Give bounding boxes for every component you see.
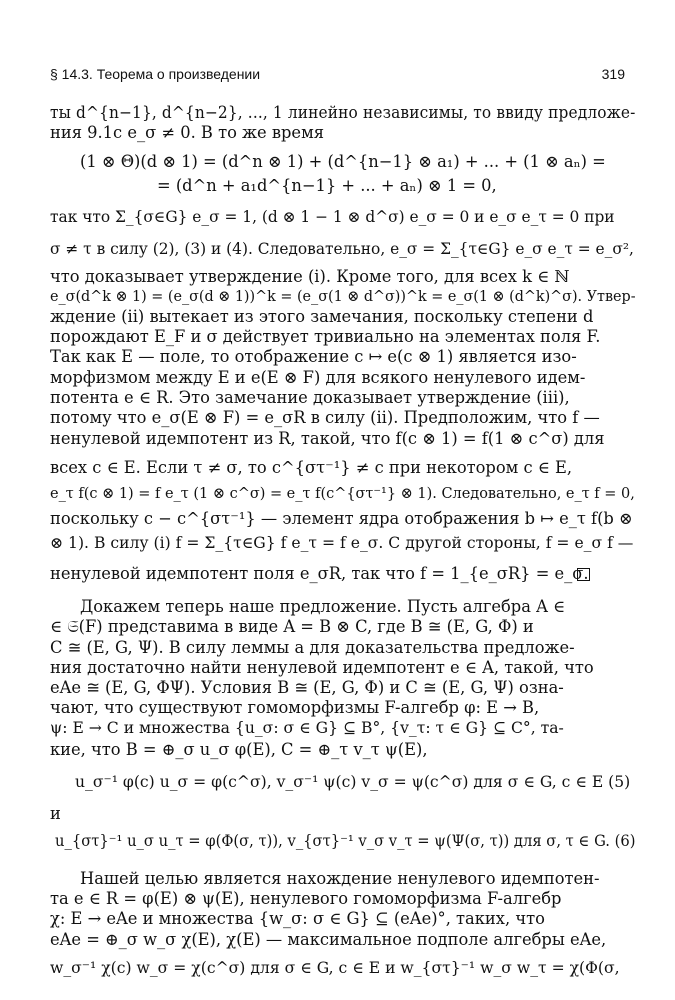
text-line: чают, что существуют гомоморфизмы F-алгебр φ: E → B, [50,698,540,717]
text-line: потому что e_σ(E ⊗ F) = e_σR в силу (ii). Предположим, что f — [50,408,600,427]
text-line: ненулевой идемпотент из R, такой, что f(c ⊗ 1) = f(1 ⊗ c^σ) для [50,429,605,448]
text-line: потента e ∈ R. Это замечание доказывает утверждение (iii), [50,388,570,407]
display-equation: = (d^n + a₁d^{n−1} + ... + aₙ) ⊗ 1 = 0, [157,176,497,195]
section-title: § 14.3. Теорема о произведении [50,66,261,82]
text-line: Так как E — поле, то отображение c ↦ e(c ⊗ 1) является изо- [50,347,577,366]
text-line: ния 9.1с e_σ ≠ 0. В то же время [50,123,324,142]
text-line: e_τ f(c ⊗ 1) = f e_τ (1 ⊗ c^σ) = e_τ f(c^{στ⁻¹} ⊗ 1). Следовательно, e_τ f = 0, [50,484,635,502]
text-line: всех c ∈ E. Если τ ≠ σ, то c^{στ⁻¹} ≠ c при некотором c ∈ E, [50,458,573,477]
text-line: w_σ⁻¹ χ(c) w_σ = χ(c^σ) для σ ∈ G, c ∈ E и w_{στ}⁻¹ w_σ w_τ = χ(Φ(σ, [50,959,620,977]
text-line: σ ≠ τ в силу (2), (3) и (4). Следовательно, e_σ = Σ_{τ∈G} e_σ e_τ = e_σ², [50,240,634,258]
display-equation: (1 ⊗ Θ)(d ⊗ 1) = (d^n ⊗ 1) + (d^{n−1} ⊗ a₁) + ... + (1 ⊗ aₙ) = [80,152,606,171]
running-header [50,66,625,86]
text-line: порождают E_F и σ действует тривиально на элементах поля F. [50,327,601,346]
text-line: ты d^{n−1}, d^{n−2}, ..., 1 линейно независимы, то ввиду предложе- [50,103,636,122]
text-line: Докажем теперь наше предложение. Пусть алгебра A ∈ [80,597,566,616]
text-line: что доказывает утверждение (i). Кроме того, для всех k ∈ ℕ [50,267,570,286]
display-equation-6: u_{στ}⁻¹ u_σ u_τ = φ(Φ(σ, τ)), v_{στ}⁻¹ v_σ v_τ = ψ(Ψ(σ, τ)) для σ, τ ∈ G. (6) [55,832,636,850]
text-line: Нашей целью является нахождение ненулевого идемпотен- [80,869,600,888]
text-line: так что Σ_{σ∈G} e_σ = 1, (d ⊗ 1 − 1 ⊗ d^σ) e_σ = 0 и e_σ e_τ = 0 при [50,208,615,226]
qed-square-icon [577,568,590,581]
text-line: eAe = ⊕_σ w_σ χ(E), χ(E) — максимальное подполе алгебры eAe, [50,930,607,949]
text-line: ненулевой идемпотент поля e_σR, так что f = 1_{e_σR} = e_σ. [50,564,589,583]
text-line: и [50,804,61,823]
text-line: ждение (ii) вытекает из этого замечания, поскольку степени d [50,307,594,326]
display-equation-5: u_σ⁻¹ φ(c) u_σ = φ(c^σ), v_σ⁻¹ ψ(c) v_σ = ψ(c^σ) для σ ∈ G, c ∈ E (5) [75,773,631,791]
text-line: кие, что B = ⊕_σ u_σ φ(E), C = ⊕_τ v_τ ψ(E), [50,740,428,759]
text-line: поскольку c − c^{στ⁻¹} — элемент ядра отображения b ↦ e_τ f(b ⊗ [50,509,633,528]
text-line: ния достаточно найти ненулевой идемпотент e ∈ A, такой, что [50,658,594,677]
text-line: ⊗ 1). В силу (i) f = Σ_{τ∈G} f e_τ = f e_σ. С другой стороны, f = e_σ f — [50,534,634,552]
text-line: e_σ(d^k ⊗ 1) = (e_σ(d ⊗ 1))^k = (e_σ(1 ⊗ d^σ))^k = e_σ(1 ⊗ (d^k)^σ). Утвер- [50,287,636,305]
text-line: eAe ≅ (E, G, ΦΨ). Условия B ≅ (E, G, Φ) и C ≅ (E, G, Ψ) озна- [50,678,564,697]
text-line: C ≅ (E, G, Ψ). В силу леммы a для доказательства предложе- [50,638,575,657]
page-number: 319 [601,66,625,82]
text-line: морфизмом между E и e(E ⊗ F) для всякого ненулевого идем- [50,368,586,387]
text-line: ∈ 𝔖(F) представима в виде A = B ⊗ C, где B ≅ (E, G, Φ) и [50,617,534,636]
text-line: χ: E → eAe и множества {w_σ: σ ∈ G} ⊆ (eAe)°, таких, что [50,909,545,928]
text-line: ψ: E → C и множества {u_σ: σ ∈ G} ⊆ B°, {v_τ: τ ∈ G} ⊆ C°, та- [50,719,564,737]
text-line: та e ∈ R = φ(E) ⊗ ψ(E), ненулевого гомоморфизма F-алгебр [50,889,562,908]
